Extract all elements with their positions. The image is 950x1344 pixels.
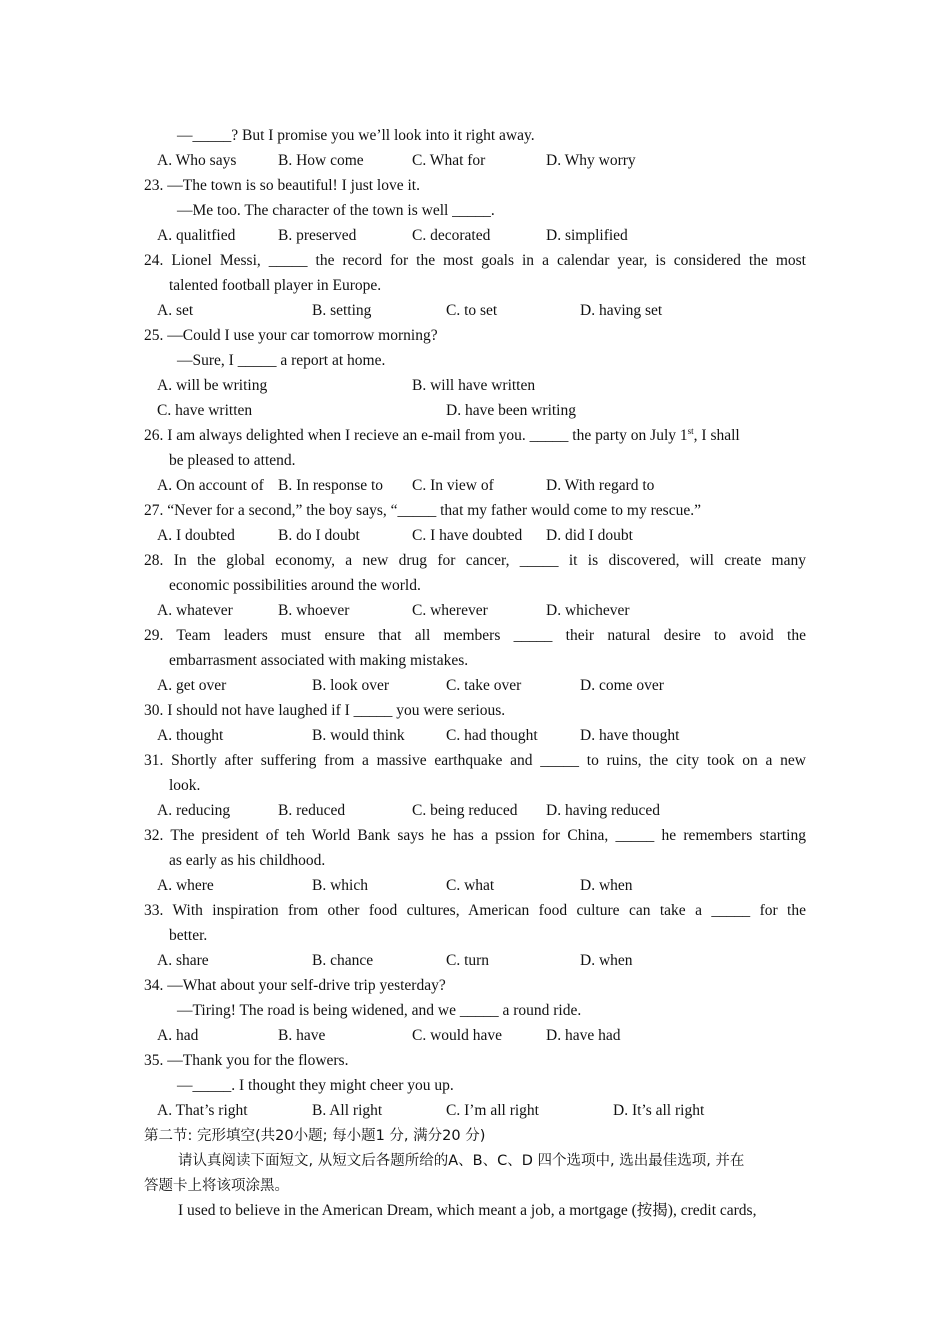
q28-option-c: C. wherever [412,602,488,619]
q33-stem-cont: better. [169,927,208,944]
q34-option-a: A. had [157,1027,199,1044]
q29-stem: 29. Team leaders must ensure that all members _____ their natural desire to avoid the [144,627,806,644]
q29-stem-cont: embarrasment associated with making mistakes. [169,652,469,669]
q23-option-a: A. qualitfied [157,227,236,244]
q22-option-d: D. Why worry [546,152,636,169]
q27-option-d: D. did I doubt [546,527,633,544]
q27-stem: 27. “Never for a second,” the boy says, “_____ that my father would come to my rescue.” [144,502,701,519]
q25-stem: 25. —Could I use your car tomorrow morning? [144,327,438,344]
q30-option-b: B. would think [312,727,405,744]
q25-reply: —Sure, I _____ a report at home. [177,352,386,369]
q25-option-c: C. have written [157,402,253,419]
q29-option-b: B. look over [312,677,390,694]
q27-option-a: A. I doubted [157,527,235,544]
q32-option-c: C. what [446,877,495,894]
q34-reply: —Tiring! The road is being widened, and we _____ a round ride. [177,1002,582,1019]
q33-stem: 33. With inspiration from other food cultures, American food culture can take a _____ for the [144,902,806,919]
q28-stem-cont: economic possibilities around the world. [169,577,421,594]
q26-option-a: A. On account of [157,477,264,494]
q24-option-c: C. to set [446,302,498,319]
section-2-title: 第二节: 完形填空(共20小题; 每小题1 分, 满分20 分) [144,1128,486,1144]
q29-option-d: D. come over [580,677,664,694]
q25-option-b: B. will have written [412,377,536,394]
q30-option-d: D. have thought [580,727,680,744]
q23-stem: 23. —The town is so beautiful! I just love it. [144,177,420,194]
q28-stem: 28. In the global economy, a new drug for cancer, _____ it is discovered, will create many [144,552,806,569]
q32-option-a: A. where [157,877,214,894]
q25-option-a: A. will be writing [157,377,268,394]
q29-option-a: A. get over [157,677,227,694]
q23-option-d: D. simplified [546,227,628,244]
q35-option-a: A. That’s right [157,1102,248,1119]
q31-option-a: A. reducing [157,802,231,819]
q27-option-b: B. do I doubt [278,527,360,544]
q26-option-d: D. With regard to [546,477,655,494]
q30-option-c: C. had thought [446,727,538,744]
q33-option-d: D. when [580,952,633,969]
q24-option-d: D. having set [580,302,663,319]
q28-option-d: D. whichever [546,602,630,619]
q31-option-c: C. being reduced [412,802,518,819]
q24-stem: 24. Lionel Messi, _____ the record for the most goals in a calendar year, is considered the most [144,252,806,269]
q26-option-c: C. In view of [412,477,494,494]
passage-first-line: I used to believe in the American Dream, which meant a job, a mortgage (按揭), credit cards, [178,1202,757,1219]
q26-stem [144,426,740,446]
q30-option-a: A. thought [157,727,224,744]
section-2-instruction: 请认真阅读下面短文, 从短文后各题所给的A、B、C、D 四个选项中, 选出最佳选项, 并在 [178,1153,745,1169]
q22-reply: —_____? But I promise you we’ll look into it right away. [177,127,535,144]
q26-stem-end: , I shall [693,427,740,444]
q31-stem-cont: look. [169,777,201,794]
q22-option-c: C. What for [412,152,486,169]
q31-stem: 31. Shortly after suffering from a massive earthquake and _____ to ruins, the city took on a new [144,752,806,769]
q33-option-c: C. turn [446,952,490,969]
section-2-instruction-cont: 答题卡上将该项涂黑。 [144,1178,289,1194]
q24-option-b: B. setting [312,302,372,319]
q28-option-a: A. whatever [157,602,233,619]
q29-option-c: C. take over [446,677,522,694]
q35-reply: —_____. I thought they might cheer you up. [177,1077,454,1094]
q35-stem: 35. —Thank you for the flowers. [144,1052,349,1069]
q26-superscript: st [687,425,694,436]
q24-stem-cont: talented football player in Europe. [169,277,382,294]
q35-option-d: D. It’s all right [613,1102,705,1119]
q24-option-a: A. set [157,302,194,319]
q23-reply: —Me too. The character of the town is well _____. [177,202,495,219]
q28-option-b: B. whoever [278,602,350,619]
q23-option-c: C. decorated [412,227,491,244]
q32-stem: 32. The president of teh World Bank says he has a pssion for China, _____ he remembers starting [144,827,806,844]
q33-option-a: A. share [157,952,209,969]
q35-option-b: B. All right [312,1102,383,1119]
q25-option-d: D. have been writing [446,402,576,419]
q32-stem-cont: as early as his childhood. [169,852,326,869]
q32-option-d: D. when [580,877,633,894]
q31-option-b: B. reduced [278,802,346,819]
q33-option-b: B. chance [312,952,374,969]
q30-stem: 30. I should not have laughed if I _____ you were serious. [144,702,506,719]
q34-stem: 34. —What about your self-drive trip yesterday? [144,977,446,994]
q35-option-c: C. I’m all right [446,1102,539,1119]
q22-option-a: A. Who says [157,152,237,169]
q34-option-c: C. would have [412,1027,502,1044]
q34-option-d: D. have had [546,1027,621,1044]
q23-option-b: B. preserved [278,227,357,244]
q22-option-b: B. How come [278,152,364,169]
q26-stem-text: 26. I am always delighted when I recieve an e-mail from you. _____ the party on July 1 [144,427,688,444]
q31-option-d: D. having reduced [546,802,661,819]
q26-stem-cont: be pleased to attend. [169,452,296,469]
q26-option-b: B. In response to [278,477,384,494]
q34-option-b: B. have [278,1027,326,1044]
q32-option-b: B. which [312,877,368,894]
q27-option-c: C. I have doubted [412,527,523,544]
